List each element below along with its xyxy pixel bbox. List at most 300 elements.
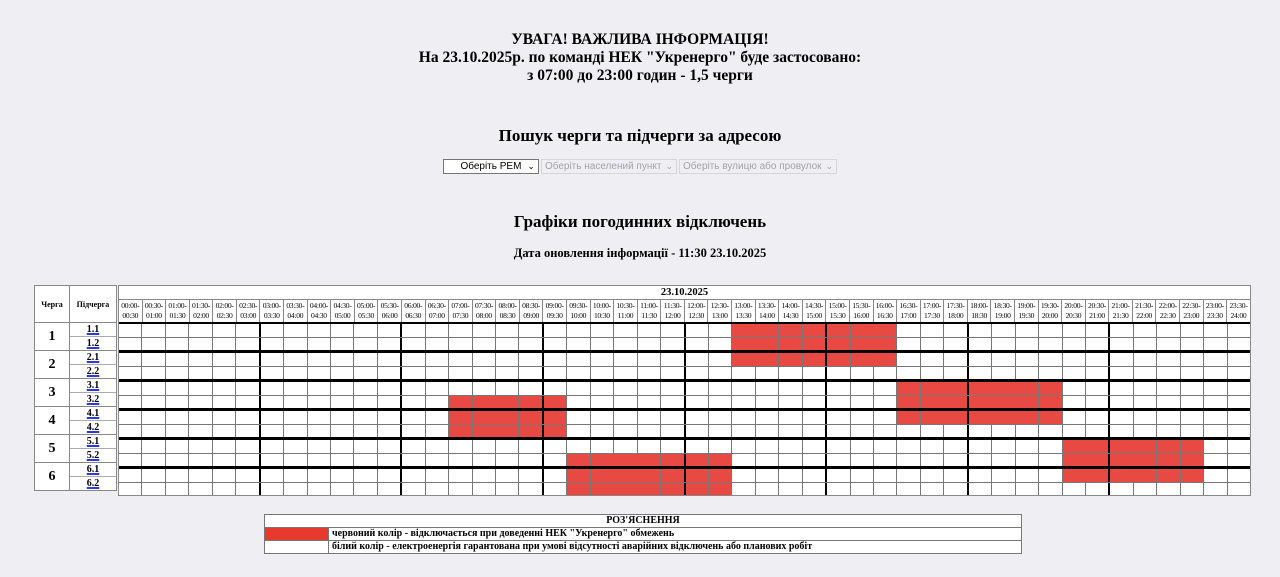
power-on-cell	[709, 382, 732, 395]
power-on-cell	[308, 440, 331, 453]
time-slot-label: 09:00- 09:30	[543, 300, 567, 322]
power-on-cell	[166, 396, 189, 408]
power-on-cell	[638, 367, 661, 379]
power-on-cell	[213, 469, 236, 482]
power-on-cell	[969, 324, 992, 337]
power-on-cell	[732, 440, 755, 453]
power-on-cell	[473, 469, 496, 482]
queue-number: 4	[35, 407, 70, 434]
power-on-cell	[402, 454, 425, 466]
power-on-cell	[827, 382, 850, 395]
power-on-cell	[1016, 367, 1039, 379]
power-on-cell	[851, 382, 874, 395]
time-slot-label: 14:00- 14:30	[779, 300, 803, 322]
settlement-select[interactable]	[541, 159, 677, 174]
power-on-cell	[992, 483, 1015, 495]
power-on-cell	[378, 440, 402, 453]
power-on-cell	[992, 353, 1015, 366]
outage-cell	[638, 454, 661, 466]
schedule-row	[119, 425, 1250, 440]
power-on-cell	[686, 440, 709, 453]
power-on-cell	[661, 338, 685, 350]
power-on-cell	[1157, 483, 1180, 495]
power-on-cell	[1228, 338, 1250, 350]
power-on-cell	[426, 440, 449, 453]
schedule-row	[119, 353, 1250, 367]
outage-cell	[1181, 469, 1204, 482]
power-on-cell	[189, 454, 212, 466]
power-on-cell	[1204, 425, 1227, 437]
street-select[interactable]	[679, 159, 837, 174]
subqueue-link[interactable]: 2.2	[86, 366, 100, 377]
power-on-cell	[827, 396, 850, 408]
outage-cell	[756, 338, 779, 350]
power-on-cell	[119, 367, 142, 379]
subqueue-link[interactable]: 4.1	[86, 408, 100, 419]
power-on-cell	[261, 367, 284, 379]
power-on-cell	[1204, 396, 1227, 408]
power-on-cell	[661, 425, 685, 437]
power-on-cell	[969, 367, 992, 379]
power-on-cell	[544, 483, 567, 495]
power-on-cell	[1063, 396, 1086, 408]
power-on-cell	[331, 454, 354, 466]
outage-cell	[449, 396, 472, 408]
notice-banner	[0, 31, 1280, 85]
schedule-row	[119, 396, 1250, 411]
power-on-cell	[378, 469, 402, 482]
power-on-cell	[308, 483, 331, 495]
power-on-cell	[1063, 483, 1086, 495]
time-slot-label: 09:30- 10:00	[567, 300, 591, 322]
subqueue-list	[70, 435, 116, 462]
power-on-cell	[1134, 353, 1157, 366]
power-on-cell	[261, 353, 284, 366]
power-on-cell	[591, 440, 614, 453]
power-on-cell	[426, 425, 449, 437]
power-on-cell	[567, 382, 590, 395]
power-on-cell	[519, 324, 543, 337]
power-on-cell	[142, 367, 165, 379]
power-on-cell	[779, 483, 802, 495]
power-on-cell	[709, 440, 732, 453]
power-on-cell	[803, 396, 827, 408]
power-on-cell	[308, 382, 331, 395]
power-on-cell	[732, 367, 755, 379]
power-on-cell	[473, 353, 496, 366]
power-on-cell	[851, 411, 874, 424]
power-on-cell	[519, 454, 543, 466]
power-on-cell	[449, 324, 472, 337]
subqueue-item	[70, 379, 116, 393]
power-on-cell	[261, 338, 284, 350]
power-on-cell	[426, 338, 449, 350]
power-on-cell	[331, 382, 354, 395]
power-on-cell	[1063, 411, 1086, 424]
outage-cell	[1110, 469, 1133, 482]
power-on-cell	[1063, 324, 1086, 337]
power-on-cell	[1110, 425, 1133, 437]
power-on-cell	[378, 324, 402, 337]
schedule-row	[119, 469, 1250, 483]
power-on-cell	[544, 353, 567, 366]
power-on-cell	[236, 324, 260, 337]
outage-cell	[992, 382, 1015, 395]
power-on-cell	[166, 353, 189, 366]
subqueue-item	[70, 449, 116, 462]
power-on-cell	[1110, 411, 1133, 424]
outage-cell	[591, 483, 614, 495]
queue-row	[35, 407, 116, 435]
subqueue-list	[70, 323, 116, 350]
power-on-cell	[1157, 382, 1180, 395]
power-on-cell	[851, 396, 874, 408]
power-on-cell	[236, 338, 260, 350]
power-on-cell	[779, 440, 802, 453]
subqueue-link[interactable]: 1.1	[86, 324, 100, 335]
outage-cell	[686, 454, 709, 466]
power-on-cell	[779, 411, 802, 424]
power-on-cell	[544, 338, 567, 350]
power-on-cell	[284, 382, 307, 395]
update-info: Дата оновлення інформації - 11:30 23.10.2025	[513, 246, 767, 260]
schedule-date: 23.10.2025	[119, 286, 1250, 300]
outage-cell	[803, 324, 827, 337]
power-on-cell	[779, 425, 802, 437]
subqueue-link[interactable]: 6.2	[86, 478, 100, 489]
power-on-cell	[614, 324, 637, 337]
power-on-cell	[519, 338, 543, 350]
power-on-cell	[496, 382, 519, 395]
rem-select-value: Оберіть РЕМ	[460, 161, 522, 172]
subqueue-item	[70, 477, 116, 490]
power-on-cell	[1039, 367, 1062, 379]
power-on-cell	[756, 367, 779, 379]
power-on-cell	[213, 454, 236, 466]
power-on-cell	[1016, 324, 1039, 337]
power-on-cell	[709, 353, 732, 366]
subqueue-link[interactable]: 1.2	[86, 338, 100, 349]
power-on-cell	[496, 338, 519, 350]
outage-cell	[1134, 454, 1157, 466]
power-on-cell	[921, 469, 944, 482]
time-slot-label: 03:30- 04:00	[284, 300, 308, 322]
subqueue-link[interactable]: 3.2	[86, 394, 100, 405]
subqueue-list	[70, 379, 116, 406]
power-on-cell	[449, 440, 472, 453]
power-on-cell	[284, 338, 307, 350]
power-on-cell	[119, 440, 142, 453]
time-slot-label: 13:30- 14:00	[756, 300, 780, 322]
power-on-cell	[1063, 367, 1086, 379]
power-on-cell	[1228, 440, 1250, 453]
outage-cell	[661, 469, 685, 482]
outage-cell	[827, 338, 850, 350]
power-on-cell	[354, 338, 377, 350]
header-subqueue: Підчерга	[76, 299, 110, 309]
power-on-cell	[426, 411, 449, 424]
street-select-value: Оберіть вулицю або провулок	[682, 161, 822, 172]
power-on-cell	[779, 396, 802, 408]
power-on-cell	[1039, 469, 1062, 482]
queue-row	[35, 323, 116, 351]
outage-cell	[803, 338, 827, 350]
power-on-cell	[284, 425, 307, 437]
schedule-row	[119, 382, 1250, 396]
power-on-cell	[756, 469, 779, 482]
outage-cell	[544, 411, 567, 424]
power-on-cell	[756, 382, 779, 395]
power-on-cell	[1134, 396, 1157, 408]
power-on-cell	[496, 353, 519, 366]
power-on-cell	[261, 483, 284, 495]
power-on-cell	[992, 454, 1015, 466]
power-on-cell	[756, 454, 779, 466]
power-on-cell	[1110, 353, 1133, 366]
power-on-cell	[189, 382, 212, 395]
time-slot-label: 12:00- 12:30	[685, 300, 709, 322]
time-slot-label: 19:30- 20:00	[1039, 300, 1063, 322]
outage-cell	[779, 338, 802, 350]
outage-cell	[544, 425, 567, 437]
power-on-cell	[1110, 324, 1133, 337]
power-on-cell	[921, 367, 944, 379]
power-on-cell	[732, 454, 755, 466]
notice-line-1: УВАГА! ВАЖЛИВА ІНФОРМАЦІЯ!	[511, 31, 769, 48]
subqueue-link[interactable]: 2.1	[86, 352, 100, 363]
power-on-cell	[661, 396, 685, 408]
legend-row-red	[265, 528, 1021, 541]
power-on-cell	[1110, 367, 1133, 379]
power-on-cell	[803, 440, 827, 453]
outage-cell	[1016, 382, 1039, 395]
power-on-cell	[1086, 483, 1110, 495]
queue-number: 5	[35, 435, 70, 462]
power-on-cell	[496, 454, 519, 466]
power-on-cell	[638, 411, 661, 424]
power-on-cell	[661, 382, 685, 395]
power-on-cell	[166, 324, 189, 337]
power-on-cell	[354, 353, 377, 366]
power-on-cell	[827, 367, 850, 379]
power-on-cell	[567, 425, 590, 437]
time-slot-label: 16:30- 17:00	[897, 300, 921, 322]
power-on-cell	[189, 411, 212, 424]
power-on-cell	[142, 483, 165, 495]
outage-cell	[449, 425, 472, 437]
power-on-cell	[851, 483, 874, 495]
power-on-cell	[331, 338, 354, 350]
power-on-cell	[236, 483, 260, 495]
power-on-cell	[213, 440, 236, 453]
header-queue: Черга	[35, 286, 70, 322]
power-on-cell	[308, 353, 331, 366]
power-on-cell	[378, 338, 402, 350]
time-slot-label: 18:30- 19:00	[991, 300, 1015, 322]
power-on-cell	[402, 425, 425, 437]
power-on-cell	[944, 440, 968, 453]
power-on-cell	[1181, 425, 1204, 437]
power-on-cell	[308, 425, 331, 437]
power-on-cell	[473, 367, 496, 379]
power-on-cell	[236, 425, 260, 437]
power-on-cell	[1181, 338, 1204, 350]
power-on-cell	[686, 353, 709, 366]
power-on-cell	[1204, 411, 1227, 424]
time-slot-label: 23:30- 24:00	[1229, 301, 1248, 320]
power-on-cell	[944, 425, 968, 437]
subqueue-link[interactable]: 5.2	[86, 450, 100, 461]
power-on-cell	[1134, 483, 1157, 495]
power-on-cell	[969, 483, 992, 495]
power-on-cell	[426, 454, 449, 466]
power-on-cell	[261, 469, 284, 482]
subqueue-link[interactable]: 3.1	[86, 380, 100, 391]
power-on-cell	[189, 338, 212, 350]
queue-number: 6	[35, 463, 70, 490]
power-on-cell	[308, 396, 331, 408]
subqueue-link[interactable]: 5.1	[86, 436, 100, 447]
subqueue-item	[70, 393, 116, 406]
power-on-cell	[284, 367, 307, 379]
power-on-cell	[166, 338, 189, 350]
rem-select[interactable]	[443, 159, 539, 174]
power-on-cell	[402, 338, 425, 350]
subqueue-item	[70, 421, 116, 434]
outage-cell	[473, 411, 496, 424]
outage-cell	[1134, 440, 1157, 453]
power-on-cell	[354, 382, 377, 395]
outage-cell	[1039, 411, 1062, 424]
power-on-cell	[544, 324, 567, 337]
power-on-cell	[402, 382, 425, 395]
power-on-cell	[378, 425, 402, 437]
power-on-cell	[308, 454, 331, 466]
outage-cell	[992, 411, 1015, 424]
power-on-cell	[732, 483, 755, 495]
time-slot-label: 12:30- 13:00	[708, 300, 732, 322]
outage-cell	[1134, 469, 1157, 482]
queue-number: 2	[35, 351, 70, 378]
power-on-cell	[1016, 454, 1039, 466]
power-on-cell	[1228, 469, 1250, 482]
subqueue-item	[70, 463, 116, 477]
outage-cell	[992, 396, 1015, 408]
power-on-cell	[638, 338, 661, 350]
power-on-cell	[1228, 324, 1250, 337]
power-on-cell	[803, 367, 827, 379]
outage-cell	[756, 324, 779, 337]
outage-cell	[897, 382, 920, 395]
queue-column	[34, 285, 117, 491]
outage-cell	[1181, 454, 1204, 466]
power-on-cell	[827, 411, 850, 424]
power-on-cell	[142, 469, 165, 482]
time-slot-label: 10:00- 10:30	[591, 300, 615, 322]
power-on-cell	[119, 454, 142, 466]
power-on-cell	[969, 469, 992, 482]
power-on-cell	[897, 469, 920, 482]
power-on-cell	[496, 483, 519, 495]
power-on-cell	[1039, 425, 1062, 437]
power-on-cell	[756, 396, 779, 408]
power-on-cell	[354, 411, 377, 424]
power-on-cell	[1086, 411, 1110, 424]
power-on-cell	[213, 324, 236, 337]
subqueue-item	[70, 337, 116, 350]
power-on-cell	[591, 396, 614, 408]
outage-cell	[709, 454, 732, 466]
power-on-cell	[591, 353, 614, 366]
power-on-cell	[1204, 440, 1227, 453]
power-on-cell	[1016, 353, 1039, 366]
time-slot-label: 08:30- 09:00	[520, 300, 544, 322]
power-on-cell	[1228, 367, 1250, 379]
legend-row-white	[265, 541, 1021, 553]
power-on-cell	[874, 396, 897, 408]
power-on-cell	[567, 396, 590, 408]
power-on-cell	[236, 454, 260, 466]
power-on-cell	[1134, 338, 1157, 350]
power-on-cell	[544, 454, 567, 466]
subqueue-link[interactable]: 6.1	[86, 464, 100, 475]
power-on-cell	[944, 367, 968, 379]
power-on-cell	[803, 382, 827, 395]
power-on-cell	[897, 367, 920, 379]
power-on-cell	[142, 382, 165, 395]
power-on-cell	[1228, 396, 1250, 408]
outage-cell	[567, 483, 590, 495]
outage-cell	[1086, 440, 1110, 453]
time-slot-label: 06:30- 07:00	[426, 300, 450, 322]
power-on-cell	[449, 338, 472, 350]
outage-cell	[897, 411, 920, 424]
power-on-cell	[119, 469, 142, 482]
power-on-cell	[591, 411, 614, 424]
power-on-cell	[944, 353, 968, 366]
power-on-cell	[142, 324, 165, 337]
outage-cell	[803, 353, 827, 366]
power-on-cell	[1016, 440, 1039, 453]
outage-cell	[519, 411, 543, 424]
subqueue-item	[70, 365, 116, 378]
power-on-cell	[897, 338, 920, 350]
power-on-cell	[426, 324, 449, 337]
power-on-cell	[1228, 454, 1250, 466]
power-on-cell	[591, 324, 614, 337]
time-slot-label: 22:30- 23:00	[1180, 300, 1204, 322]
outage-cell	[591, 469, 614, 482]
time-slot-label: 15:00- 15:30	[826, 300, 850, 322]
schedule-row	[119, 338, 1250, 353]
power-on-cell	[686, 382, 709, 395]
power-on-cell	[1181, 353, 1204, 366]
power-on-cell	[402, 367, 425, 379]
outage-cell	[661, 454, 685, 466]
power-on-cell	[213, 367, 236, 379]
outage-cell	[449, 411, 472, 424]
power-on-cell	[449, 367, 472, 379]
power-on-cell	[119, 338, 142, 350]
power-on-cell	[331, 396, 354, 408]
power-on-cell	[261, 454, 284, 466]
time-slot-label: 16:00- 16:30	[874, 300, 898, 322]
power-on-cell	[779, 382, 802, 395]
queue-header	[35, 286, 116, 323]
power-on-cell	[567, 440, 590, 453]
subqueue-link[interactable]: 4.2	[86, 422, 100, 433]
power-on-cell	[686, 425, 709, 437]
